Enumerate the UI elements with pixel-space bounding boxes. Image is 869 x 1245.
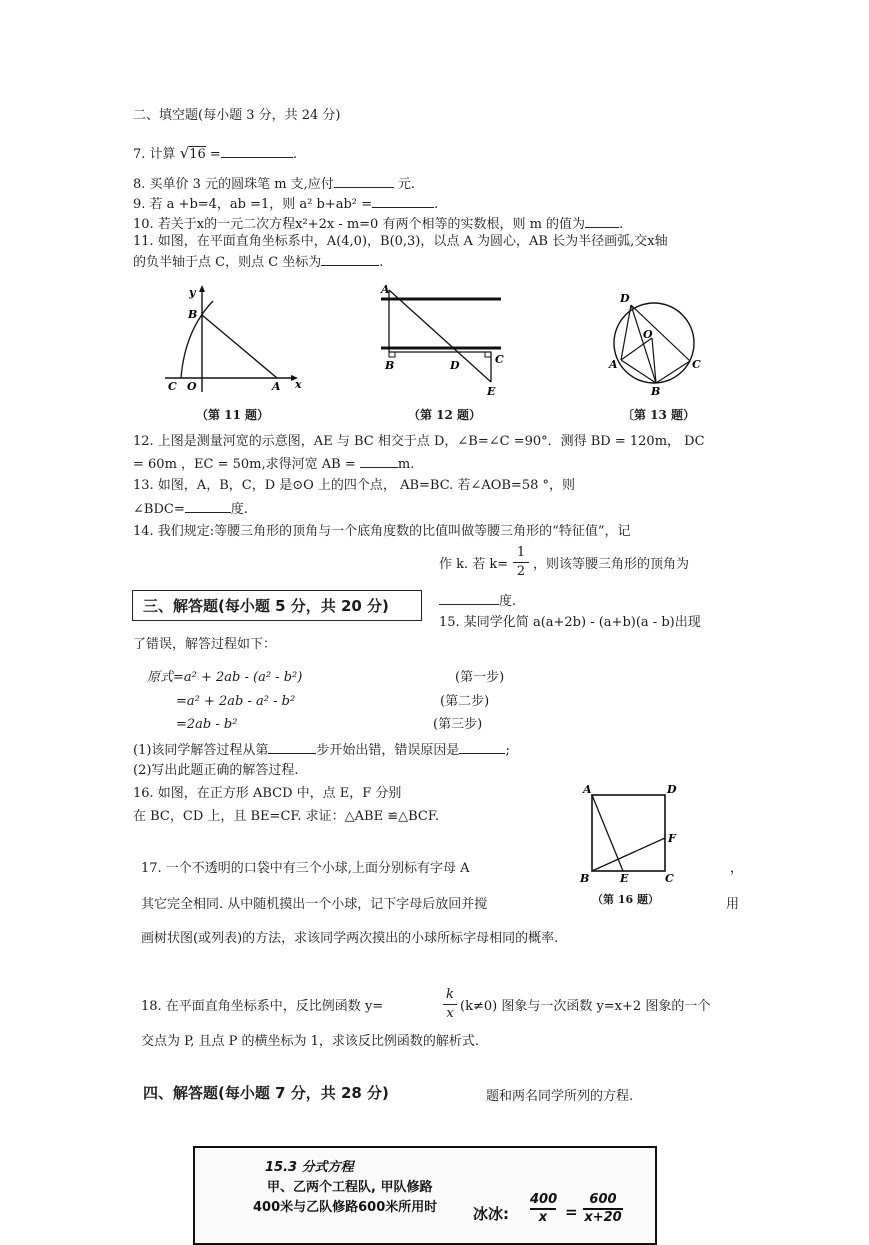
- answer-blank: [321, 252, 379, 266]
- section-4-tail: 题和两名同学所列的方程.: [486, 1089, 634, 1104]
- label-y: y: [189, 286, 196, 299]
- figure-11: [155, 282, 315, 397]
- question-7-equals: =: [205, 147, 221, 162]
- question-17-line-2-end: 用: [726, 897, 740, 912]
- question-8: [133, 174, 415, 194]
- section-3-title: 三、解答题(每小题 5 分，共 20 分): [132, 590, 422, 621]
- period: .: [434, 197, 439, 212]
- solution-step-2-tag: (第二步): [440, 694, 490, 709]
- right-denominator: x+20: [584, 1210, 622, 1225]
- label-o: O: [643, 328, 653, 341]
- question-17-line-1-end: ，: [730, 861, 744, 876]
- question-12-line-1: 12. 上图是测量河宽的示意图，AE 与 BC 相交于点 D，∠B=∠C =90°．测得 BD = 120m， DC: [133, 434, 705, 449]
- question-12-line-2: [133, 454, 414, 474]
- label-o: O: [187, 380, 197, 393]
- answer-blank-step: [268, 740, 316, 754]
- label-c: C: [692, 358, 701, 371]
- notebook-right-fraction: [583, 1192, 623, 1226]
- label-a: A: [583, 783, 592, 796]
- question-9: [133, 194, 438, 214]
- solution-step-1-tag: (第一步): [455, 670, 505, 685]
- notebook-line-1: 甲、乙两个工程队, 甲队修路: [267, 1180, 433, 1195]
- label-c: C: [665, 872, 674, 882]
- question-14-line-2b: ，则该等腰三角形的顶角为: [533, 557, 690, 572]
- question-13-line-1: 13. 如图，A，B，C，D 是⊙O 上的四个点， AB=BC. 若∠AOB=58 °，则: [133, 478, 576, 493]
- question-11-text: 的负半轴于点 C，则点 C 坐标为: [133, 255, 322, 270]
- question-17-line-1: 17. 一个不透明的口袋中有三个小球,上面分别标有字母 A: [141, 861, 470, 876]
- notebook-left-fraction: [530, 1192, 556, 1226]
- answer-blank: [585, 214, 619, 228]
- part-1-text-c: ;: [505, 743, 510, 758]
- question-10: [133, 214, 623, 234]
- label-d: D: [450, 359, 460, 372]
- label-b: B: [385, 359, 395, 372]
- figure-12: [375, 282, 515, 400]
- question-12-text: = 60m ，EC = 50m,求得河宽 AB =: [133, 457, 356, 472]
- question-12-unit: m.: [397, 457, 415, 472]
- question-16-line-2: 在 BC，CD 上，且 BE=CF. 求证：△ABE ≌△BCF.: [133, 809, 439, 824]
- segment-bc: [656, 361, 690, 383]
- fraction-k-over-x: [443, 986, 457, 1023]
- question-13-line-2: [133, 499, 248, 519]
- figure-16-caption: （第 16 题）: [592, 893, 659, 906]
- left-numerator: 400: [530, 1192, 556, 1210]
- question-15-part-2: (2)写出此题正确的解答过程.: [133, 763, 299, 778]
- question-11-line-2: [133, 252, 383, 272]
- sqrt-sign: √: [179, 144, 190, 162]
- question-9-text: 9. 若 a +b=4，ab =1，则 a² b+ab² =: [133, 197, 373, 212]
- part-1-text-b: 步开始出错，错误原因是: [316, 743, 460, 758]
- notebook-line-2: 400米与乙队修路600米所用时: [253, 1200, 438, 1215]
- label-b: B: [188, 308, 198, 321]
- fraction-denominator: x: [446, 1006, 454, 1021]
- right-numerator: 600: [583, 1192, 623, 1210]
- figure-16: [578, 782, 688, 882]
- solution-step-3-tag: (第三步): [433, 717, 483, 732]
- notebook-image: [193, 1146, 657, 1245]
- question-7: [133, 144, 297, 164]
- notebook-heading: 15.3 分式方程: [265, 1160, 354, 1175]
- label-a: A: [609, 358, 618, 371]
- question-14-line-3: [439, 591, 516, 611]
- notebook-name: 冰冰:: [473, 1205, 509, 1223]
- question-13-text: ∠BDC=: [133, 502, 185, 517]
- notebook-equals: =: [565, 1203, 578, 1221]
- label-a: A: [272, 380, 281, 393]
- label-a: A: [381, 283, 390, 296]
- segment-ab: [202, 315, 277, 378]
- right-angle-c: [485, 352, 491, 357]
- question-8-text: 8. 买单价 3 元的圆珠笔 m 支,应付: [133, 177, 334, 192]
- segment-bf: [592, 838, 665, 871]
- answer-blank: [334, 174, 394, 188]
- figure-11-caption: （第 11 题）: [196, 408, 270, 422]
- question-18-line-2: 交点为 P, 且点 P 的横坐标为 1，求该反比例函数的解析式.: [141, 1034, 480, 1049]
- label-x: x: [295, 378, 302, 391]
- fraction-denominator: 2: [516, 564, 526, 579]
- question-18-line-1a: 18. 在平面直角坐标系中，反比例函数 y=: [141, 999, 384, 1014]
- period: .: [379, 255, 384, 270]
- fraction-one-half: [513, 544, 529, 581]
- answer-blank: [221, 144, 293, 158]
- label-b: B: [651, 385, 661, 398]
- label-e: E: [487, 385, 496, 398]
- question-18-line-1b: (k≠0) 图象与一次函数 y=x+2 图象的一个: [460, 999, 711, 1014]
- label-c: C: [495, 353, 504, 366]
- fraction-numerator: k: [443, 986, 457, 1005]
- circle-o: [614, 303, 694, 383]
- section-4-title: 四、解答题(每小题 7 分，共 28 分): [143, 1084, 389, 1102]
- question-14-unit: 度.: [499, 594, 517, 609]
- label-d: D: [667, 783, 677, 796]
- question-7-label: 7. 计算: [133, 147, 176, 162]
- question-14-line-1: 14. 我们规定:等腰三角形的顶角与一个底角度数的比值叫做等腰三角形的“特征值”，记: [133, 524, 631, 539]
- period: .: [619, 217, 624, 232]
- question-15-line-1: 15. 某同学化简 a(a+2b) - (a+b)(a - b)出现: [439, 615, 701, 630]
- figure-12-caption: （第 12 题）: [408, 408, 482, 422]
- question-13-unit: 度.: [230, 502, 248, 517]
- segment-da: [621, 305, 631, 360]
- question-11-line-1: 11. 如图，在平面直角坐标系中，A(4,0)，B(0,3)，以点 A 为圆心，AB 长为半径画弧,交x轴: [133, 234, 668, 249]
- label-c: C: [168, 380, 177, 393]
- part-1-text-a: (1)该同学解答过程从第: [133, 743, 269, 758]
- answer-blank: [439, 591, 499, 605]
- question-10-text: 10. 若关于x的一元二次方程x²+2x - m=0 有两个相等的实数根，则 m 的值为: [133, 217, 586, 232]
- answer-blank: [360, 454, 398, 468]
- square-abcd: [592, 795, 665, 871]
- label-d: D: [620, 292, 630, 305]
- question-15-line-2: 了错误，解答过程如下：: [133, 637, 277, 652]
- question-17-line-2: 其它完全相同. 从中随机摸出一个小球，记下字母后放回并搅: [141, 897, 488, 912]
- figure-13-caption: 〔第 13 题）: [622, 408, 696, 422]
- question-8-unit: 元.: [393, 177, 416, 192]
- answer-blank: [185, 499, 231, 513]
- answer-blank: [372, 194, 434, 208]
- label-e: E: [620, 872, 629, 882]
- figure-13: [606, 288, 706, 398]
- y-axis-arrow: [199, 285, 205, 292]
- right-angle-b: [389, 352, 395, 357]
- radicand: 16: [189, 147, 206, 162]
- question-17-line-3: 画树状图(或列表)的方法，求该同学两次摸出的小球所标字母相同的概率.: [141, 931, 559, 946]
- segment-ae: [389, 290, 491, 382]
- solution-step-1: 原式=a² + 2ab - (a² - b²): [147, 670, 303, 685]
- solution-step-3: =2ab - b²: [176, 717, 238, 732]
- fraction-numerator: 1: [513, 544, 529, 563]
- period: .: [292, 147, 297, 162]
- label-b: B: [580, 872, 590, 882]
- question-16-line-1: 16. 如图，在正方形 ABCD 中，点 E，F 分别: [133, 786, 402, 801]
- question-14-line-2a: 作 k. 若 k=: [439, 557, 509, 572]
- left-denominator: x: [538, 1210, 548, 1225]
- answer-blank-reason: [459, 740, 505, 754]
- solution-step-2: =a² + 2ab - a² - b²: [176, 694, 296, 709]
- label-f: F: [668, 832, 676, 845]
- question-15-part-1: [133, 740, 510, 760]
- section-2-title: 二、填空题(每小题 3 分，共 24 分): [133, 108, 341, 123]
